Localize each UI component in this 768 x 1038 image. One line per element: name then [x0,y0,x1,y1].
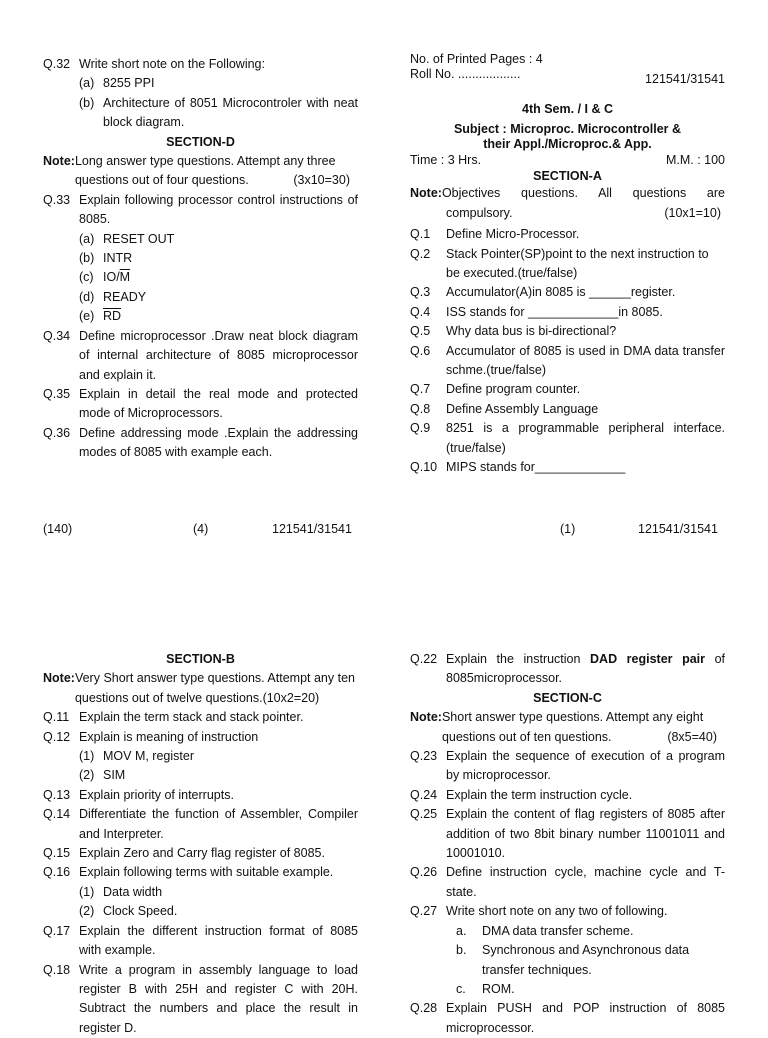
question-36 [43,424,358,463]
note-marks: (10x1=10) [664,204,721,223]
page3-column [410,650,725,1038]
question-18 [43,961,358,1038]
printed-pages: No. of Printed Pages : 4 [410,52,725,67]
question-number: Q.35 [43,385,79,424]
question-number: Q.12 [43,728,79,747]
question-15 [43,844,358,863]
sub-item [410,980,725,999]
page4-column [43,55,358,463]
question-text: Define Micro-Processor. [446,225,725,244]
question-33 [43,191,358,230]
question-6 [410,342,725,381]
question-8 [410,400,725,419]
page-footer-page: (1) [560,522,575,536]
sub-label: (d) [79,288,103,307]
sub-label: (1) [79,883,103,902]
question-text: ISS stands for _____________in 8085. [446,303,725,322]
question-13 [43,786,358,805]
question-number: Q.9 [410,419,446,458]
question-text: Explain priority of interrupts. [79,786,358,805]
question-number: Q.34 [43,327,79,385]
question-7 [410,380,725,399]
question-number: Q.28 [410,999,446,1038]
section-note [410,708,725,747]
page2-column [43,650,358,1038]
sub-label: (b) [79,249,103,268]
question-number: Q.5 [410,322,446,341]
question-27 [410,902,725,921]
sub-text: MOV M, register [103,747,194,766]
question-text: Explain following processor control instructions of 8085. [79,191,358,230]
question-text: Accumulator(A)in 8085 is ______register. [446,283,725,302]
time-marks-row [410,152,725,168]
question-text [446,650,725,689]
note-text [75,152,358,191]
sub-label: (1) [79,747,103,766]
question-text: Explain PUSH and POP instruction of 8085 microprocessor. [446,999,725,1038]
question-4 [410,303,725,322]
sub-label: (c) [79,268,103,287]
sub-text: Data width [103,883,162,902]
sub-text-part: IO/ [103,270,120,284]
question-text: Explain the term instruction cycle. [446,786,725,805]
question-text: Stack Pointer(SP)point to the next instruction to be executed.(true/false) [446,245,725,284]
note-body: Long answer type questions. Attempt any three questions out of four questions. [75,154,336,187]
sub-label: (e) [79,307,103,326]
question-5 [410,322,725,341]
question-3 [410,283,725,302]
subject-line-2: their Appl./Microproc.& App. [410,137,725,152]
max-marks: M.M. : 100 [666,152,725,168]
question-text: Why data bus is bi-directional? [446,322,725,341]
sub-item [43,747,358,766]
question-9 [410,419,725,458]
question-text: Write short note on the Following: [79,55,358,74]
note-label: Note: [43,669,75,708]
sub-label: a. [446,922,482,941]
question-number: Q.32 [43,55,79,74]
time: Time : 3 Hrs. [410,152,481,168]
semester: 4th Sem. / I & C [410,100,725,119]
section-note [410,184,725,203]
page-footer-number: (140) [43,522,72,536]
question-text-bold: DAD register pair [590,652,705,666]
sub-text: SIM [103,766,125,785]
sub-text: READY [103,288,146,307]
question-number: Q.11 [43,708,79,727]
question-text: Explain following terms with suitable example. [79,863,358,882]
sub-item [43,902,358,921]
question-11 [43,708,358,727]
question-text: Define addressing mode .Explain the addressing modes of 8085 with example each. [79,424,358,463]
question-number: Q.15 [43,844,79,863]
sub-label: (2) [79,902,103,921]
question-text: Write a program in assembly language to load register B with 25H and register C with 20H. Subtract the numbers and place the result in register D. [79,961,358,1038]
question-2 [410,245,725,284]
sub-label: b. [446,941,482,980]
question-text: Define instruction cycle, machine cycle and T-state. [446,863,725,902]
question-text: Accumulator of 8085 is used in DMA data transfer schme.(true/false) [446,342,725,381]
sub-item [43,766,358,785]
page-footer-code: 121541/31541 [638,522,718,536]
question-number: Q.3 [410,283,446,302]
question-number: Q.16 [43,863,79,882]
note-continuation [410,204,725,223]
question-32 [43,55,358,74]
question-text: Explain Zero and Carry flag register of 8085. [79,844,358,863]
sub-text: Architecture of 8051 Microcontroler with neat block diagram. [103,94,358,133]
sub-text: RESET OUT [103,230,174,249]
question-number: Q.22 [410,650,446,689]
question-text-part: Explain the instruction [446,652,590,666]
question-text: Define program counter. [446,380,725,399]
question-22 [410,650,725,689]
note-label: Note: [410,184,442,203]
sub-label: (a) [79,230,103,249]
question-number: Q.26 [410,863,446,902]
note-label: Note: [43,152,75,191]
sub-text-overline: $\overline{M}$ [120,270,130,284]
question-text: Explain the content of flag registers of 8085 after addition of two 8bit binary number 11001011 and 10001010. [446,805,725,863]
roll-row [410,67,725,82]
sub-text: Synchronous and Asynchronous data transfer techniques. [482,941,725,980]
sub-item [43,883,358,902]
question-10 [410,458,725,477]
sub-text: 8255 PPI [103,74,358,93]
question-text: Explain the sequence of execution of a program by microprocessor. [446,747,725,786]
sub-label: (2) [79,766,103,785]
question-12 [43,728,358,747]
sub-text: Clock Speed. [103,902,177,921]
sub-text [103,268,130,287]
question-number: Q.13 [43,786,79,805]
sub-item [410,922,725,941]
question-14 [43,805,358,844]
paper-code: 121541/31541 [645,72,725,87]
note-text-2: compulsory. [446,204,512,223]
note-text: Very Short answer type questions. Attempt any ten questions out of twelve questions.(10x2=20) [75,669,358,708]
roll-no: Roll No. .................. [410,67,520,82]
sub-item [410,941,725,980]
sub-item [43,307,358,326]
sub-label: (b) [79,94,103,133]
question-number: Q.23 [410,747,446,786]
sub-item [43,94,358,133]
question-23 [410,747,725,786]
question-34 [43,327,358,385]
question-text: 8251 is a programmable peripheral interface.(true/false) [446,419,725,458]
page-footer-code: 121541/31541 [272,522,352,536]
sub-label: c. [446,980,482,999]
section-heading: SECTION-A [410,168,725,184]
note-marks: (3x10=30) [293,171,350,190]
question-text: Define Assembly Language [446,400,725,419]
sub-text: INTR [103,249,132,268]
section-note [43,152,358,191]
question-35 [43,385,358,424]
question-number: Q.2 [410,245,446,284]
note-body: Short answer type questions. Attempt any eight questions out of ten questions. [442,710,703,743]
question-text: Differentiate the function of Assembler, Compiler and Interpreter. [79,805,358,844]
sub-item [43,268,358,287]
sub-item [43,249,358,268]
note-marks: (8x5=40) [667,728,717,747]
question-text: Explain the term stack and stack pointer. [79,708,358,727]
section-heading: SECTION-D [43,133,358,152]
question-text-part: of 8085microprocessor. [446,652,725,685]
page1-column [410,52,725,478]
question-28 [410,999,725,1038]
question-number: Q.18 [43,961,79,1038]
question-text: Write short note on any two of following. [446,902,725,921]
subject-line-1: Subject : Microproc. Microcontroller & [410,122,725,137]
question-number: Q.14 [43,805,79,844]
question-number: Q.8 [410,400,446,419]
question-text: Define microprocessor .Draw neat block diagram of internal architecture of 8085 microprocessor and explain it. [79,327,358,385]
question-number: Q.6 [410,342,446,381]
page-footer-page: (4) [193,522,208,536]
question-number: Q.1 [410,225,446,244]
question-1 [410,225,725,244]
question-number: Q.36 [43,424,79,463]
question-text: Explain the different instruction format of 8085 with example. [79,922,358,961]
sub-text: ROM. [482,980,725,999]
question-24 [410,786,725,805]
sub-label: (a) [79,74,103,93]
note-text: Objectives questions. All questions are [442,184,725,203]
question-number: Q.17 [43,922,79,961]
question-number: Q.7 [410,380,446,399]
question-26 [410,863,725,902]
question-17 [43,922,358,961]
note-label: Note: [410,708,442,747]
sub-item [43,74,358,93]
section-note [43,669,358,708]
question-16 [43,863,358,882]
question-number: Q.27 [410,902,446,921]
question-text: Explain is meaning of instruction [79,728,358,747]
sub-text-overline: $\overline{RD}$ [103,307,121,326]
sub-item [43,288,358,307]
question-number: Q.33 [43,191,79,230]
question-text: Explain in detail the real mode and protected mode of Microprocessors. [79,385,358,424]
question-number: Q.24 [410,786,446,805]
note-text [442,708,725,747]
question-number: Q.10 [410,458,446,477]
question-text: MIPS stands for_____________ [446,458,725,477]
question-number: Q.25 [410,805,446,863]
section-heading: SECTION-B [43,650,358,669]
question-number: Q.4 [410,303,446,322]
sub-text: DMA data transfer scheme. [482,922,725,941]
section-heading: SECTION-C [410,689,725,708]
question-25 [410,805,725,863]
sub-item [43,230,358,249]
